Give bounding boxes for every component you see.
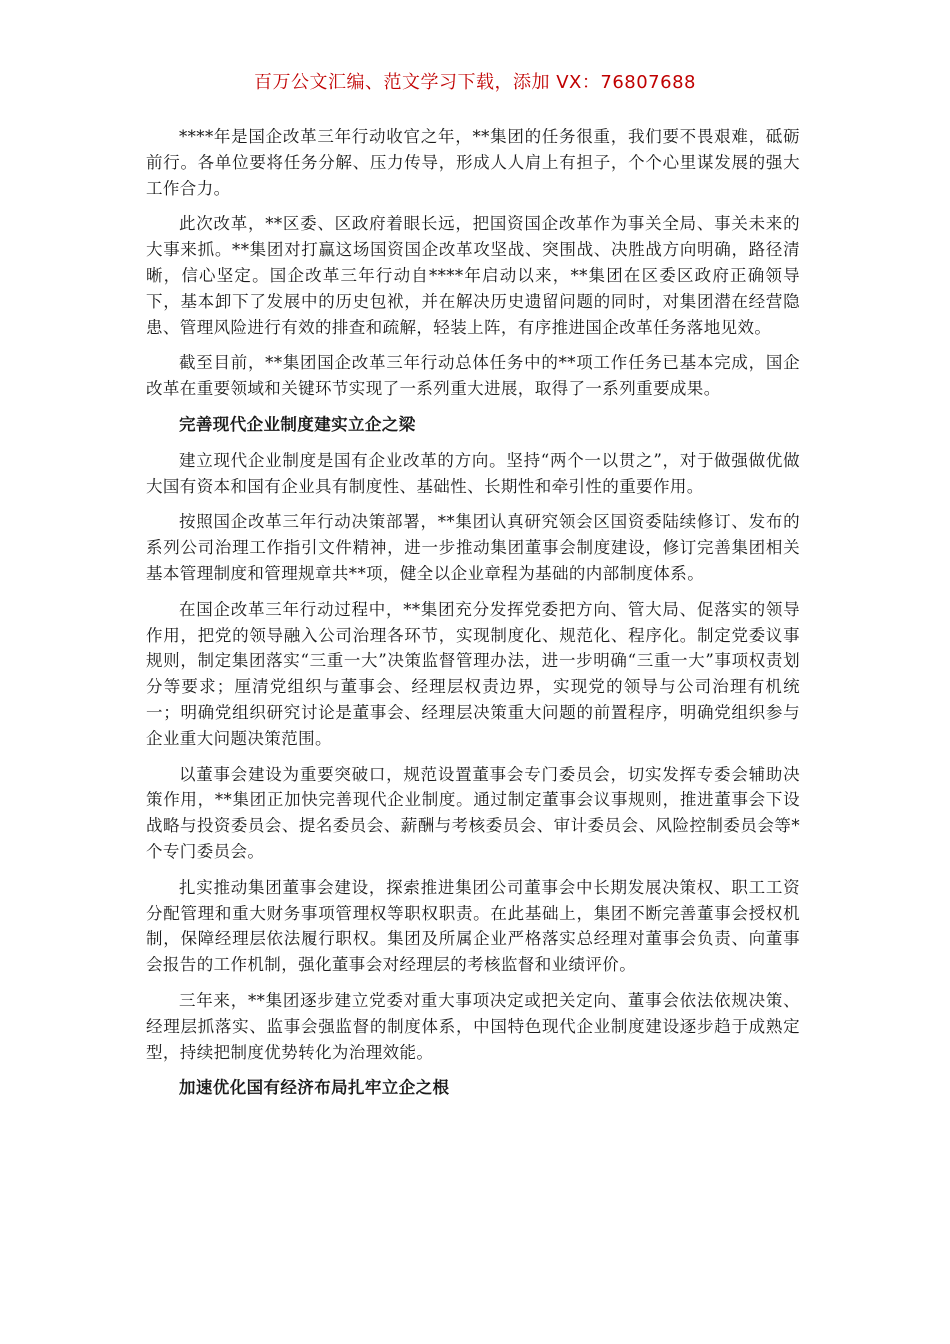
paragraph-4: 建立现代企业制度是国有企业改革的方向。坚持“两个一以贯之”，对于做强做优做大国有资本和国有企业具有制度性、基础性、长期性和牵引性的重要作用。 bbox=[146, 450, 800, 496]
document-body bbox=[146, 124, 800, 1111]
paragraph-3: 截至目前，**集团国企改革三年行动总体任务中的**项工作任务已基本完成，国企改革在重要领域和关键环节实现了一系列重大进展，取得了一系列重要成果。 bbox=[146, 353, 800, 399]
header-banner: 百万公文汇编、范文学习下载，添加 VX：76807688 bbox=[254, 72, 696, 93]
section-heading-1: 完善现代企业制度建实立企之梁 bbox=[179, 414, 416, 434]
paragraph-2: 此次改革，**区委、区政府着眼长远，把国资国企改革作为事关全局、事关未来的大事来抓。**集团对打赢这场国资国企改革攻坚战、突围战、决胜战方向明确，路径清晰，信心坚定。国企改革三年行动自****年启动以来，**集团在区委区政府正确领导下，基本卸下了发展中的历史包袱，并在解决历史遗留问题的同时，对集团潜在经营隐患、管理风险进行有效的排查和疏解，轻装上阵，有序推进国企改革任务落地见效。 bbox=[146, 214, 800, 337]
paragraph-6: 在国企改革三年行动过程中，**集团充分发挥党委把方向、管大局、促落实的领导作用，把党的领导融入公司治理各环节，实现制度化、规范化、程序化。制定党委议事规则，制定集团落实“三重一大”决策监督管理办法，进一步明确“三重一大”事项权责划分等要求；厘清党组织与董事会、经理层权责边界，实现党的领导与公司治理有机统一；明确党组织研究讨论是董事会、经理层决策重大问题的前置程序，明确党组织参与企业重大问题决策范围。 bbox=[146, 599, 800, 748]
paragraph-7: 以董事会建设为重要突破口，规范设置董事会专门委员会，切实发挥专委会辅助决策作用，**集团正加快完善现代企业制度。通过制定董事会议事规则，推进董事会下设战略与投资委员会、提名委员会、薪酬与考核委员会、审计委员会、风险控制委员会等*个专门委员会。 bbox=[146, 764, 800, 861]
section-heading-2: 加速优化国有经济布局扎牢立企之根 bbox=[179, 1078, 450, 1098]
paragraph-8: 扎实推动集团董事会建设，探索推进集团公司董事会中长期发展决策权、职工工资分配管理和重大财务事项管理权等职权职责。在此基础上，集团不断完善董事会授权机制，保障经理层依法履行职权。集团及所属企业严格落实总经理对董事会负责、向董事会报告的工作机制，强化董事会对经理层的考核监督和业绩评价。 bbox=[146, 877, 800, 975]
paragraph-1: ****年是国企改革三年行动收官之年，**集团的任务很重，我们要不畏艰难，砥砺前行。各单位要将任务分解、压力传导，形成人人肩上有担子，个个心里谋发展的强大工作合力。 bbox=[146, 127, 800, 198]
paragraph-5: 按照国企改革三年行动决策部署，**集团认真研究领会区国资委陆续修订、发布的系列公司治理工作指引文件精神，进一步推动集团董事会制度建设，修订完善集团相关基本管理制度和管理规章共**项，健全以企业章程为基础的内部制度体系。 bbox=[146, 512, 800, 583]
paragraph-9: 三年来，**集团逐步建立党委对重大事项决定或把关定向、董事会依法依规决策、经理层抓落实、监事会强监督的制度体系，中国特色现代企业制度建设逐步趋于成熟定型，持续把制度优势转化为治理效能。 bbox=[146, 990, 800, 1062]
